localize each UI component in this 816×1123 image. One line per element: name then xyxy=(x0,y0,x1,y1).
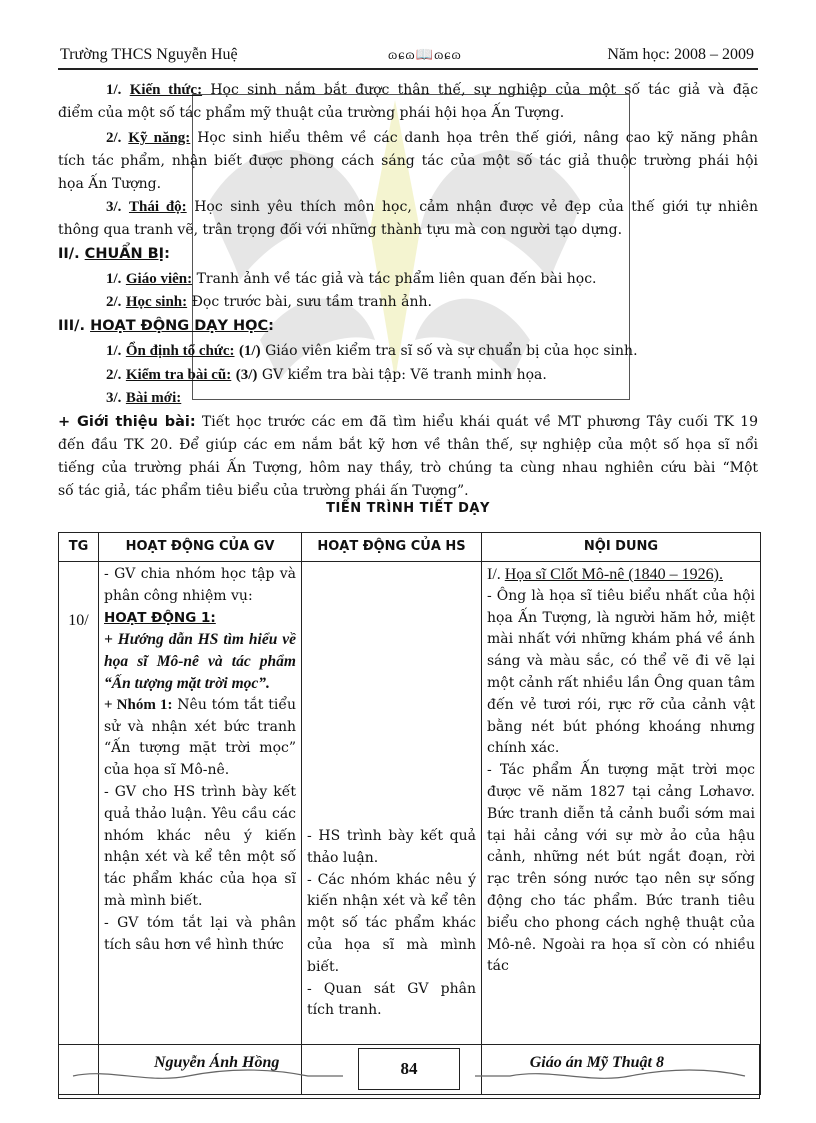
header-ornament: ɷɕɷ📖ɷɕɷ xyxy=(388,48,462,63)
hs-text-1: - HS trình bày kết quả thảo luận. xyxy=(307,828,476,866)
prep-heading-number: II/. xyxy=(58,246,80,262)
attitude-label: Thái độ: xyxy=(128,199,187,215)
intro-line-4: số tác giả, tác phẩm tiêu biểu của trường phái ấn Tượng”. xyxy=(58,483,469,499)
cell-tg: 10/ xyxy=(59,562,99,1095)
knowledge-label: Kiến thức: xyxy=(129,82,203,98)
skills-number: 2/. xyxy=(106,130,122,146)
hs-text-2: - Các nhóm khác nêu ý kiến nhận xét và kể tên một số tác phẩm khác của họa sĩ mà mình biết. xyxy=(307,871,476,975)
org-line xyxy=(58,341,758,361)
new-lesson-line xyxy=(58,388,758,408)
lesson-table xyxy=(58,532,761,1095)
attitude-line-1 xyxy=(58,197,758,217)
intro-line-2: đến đầu TK 20. Để giúp các em nắm bắt kỹ hơn về thân thế, sự nghiệp của một số họa sĩ nổi xyxy=(58,437,758,453)
new-lesson-number: 3/. xyxy=(106,390,122,406)
cell-nd xyxy=(482,562,761,1095)
attitude-number: 3/. xyxy=(106,199,122,215)
org-text: Giáo viên kiểm tra sĩ số và sự chuẩn bị của học sinh. xyxy=(265,343,638,359)
org-time: (1/) xyxy=(238,343,261,359)
org-label: Ổn định tổ chức: xyxy=(125,343,235,359)
knowledge-text-1: Học sinh nắm bắt được thân thế, sự nghiệp của một số tác giả và đặc xyxy=(210,82,759,98)
intro-line-3: tiếng của trường phái Ấn Tượng, hôm nay thầy, trò chúng ta cùng nhau nghiên cứu bài “Một xyxy=(58,460,758,476)
org-number: 1/. xyxy=(106,343,122,359)
nd-title-text: Họa sĩ Clốt Mô-nê (1840 – 1926). xyxy=(504,566,723,583)
prep-teacher-label: Giáo viên: xyxy=(125,271,193,287)
gv-text-3: + Hướng dẫn HS tìm hiểu về họa sĩ Mô-nê và tác phẩm “Ấn tượng mặt trời mọc”. xyxy=(104,631,296,692)
prep-student-text: Đọc trước bài, sưu tầm tranh ảnh. xyxy=(191,294,432,310)
school-year: Năm học: 2008 – 2009 xyxy=(607,46,754,63)
prep-heading-text: CHUẨN BỊ xyxy=(84,246,165,262)
header-nd: NỘI DUNG xyxy=(482,533,761,562)
hs-spacer xyxy=(307,564,476,826)
page-footer xyxy=(58,1042,760,1102)
intro-line-1 xyxy=(58,412,758,432)
attitude-text-1: Học sinh yêu thích môn học, cảm nhận được vẻ đẹp của thế giới tự nhiên xyxy=(194,199,758,215)
prep-heading xyxy=(58,244,758,264)
school-name: Trường THCS Nguyễn Huệ xyxy=(60,46,238,63)
prep-teacher xyxy=(58,269,758,289)
check-time: (3/) xyxy=(235,367,258,383)
header-gv: HOẠT ĐỘNG CỦA GV xyxy=(99,533,302,562)
nd-paragraph-2: - Tác phẩm Ấn tượng mặt trời mọc được vẽ năm 1827 tại cảng Lơhavơ. Bức tranh diễn tả cảnh buổi sớm mai tại hải cảng với sự mờ ảo của hậu cảnh, những nét bút ngắt đoạn, rời rạc trên sóng nước tạo nên sự sống động cho tác phẩm. Bức tranh tiêu biểu cho phong cách nghệ thuật của Mô-nê. Ngoài ra họa sĩ còn có nhiều tác xyxy=(487,762,755,975)
skills-line-3: họa Ấn Tượng. xyxy=(58,176,162,192)
gv-group-1 xyxy=(104,695,296,782)
activities-heading-text: HOẠT ĐỘNG DẠY HỌC xyxy=(90,318,269,334)
gv-text-1: - GV chia nhóm học tập và phân công nhiệm vụ: xyxy=(104,566,296,604)
cell-hs xyxy=(302,562,482,1095)
cell-gv xyxy=(99,562,302,1095)
knowledge-line-2: điểm của một số tác phẩm mỹ thuật của trường phái hội họa Ấn Tượng. xyxy=(58,105,565,121)
header-hs: HOẠT ĐỘNG CỦA HS xyxy=(302,533,482,562)
check-line xyxy=(58,365,758,385)
skills-text-1: Học sinh hiểu thêm về các danh họa trên thế giới, nâng cao kỹ năng phân xyxy=(197,130,759,146)
intro-text-1: Tiết học trước các em đã tìm hiểu khái quát về MT phương Tây cuối TK 19 xyxy=(201,414,758,430)
check-text: GV kiểm tra bài tập: Vẽ tranh minh họa. xyxy=(261,367,547,383)
new-lesson-label: Bài mới: xyxy=(125,390,182,406)
nd-title-number: I/. xyxy=(487,566,501,583)
footer-top-rule xyxy=(58,1044,760,1045)
intro-label: + Giới thiệu bài: xyxy=(58,414,196,430)
table-title: TIẾN TRÌNH TIẾT DẠY xyxy=(326,501,490,516)
skills-label: Kỹ năng: xyxy=(128,130,191,146)
gv-text-6: - GV tóm tắt lại và phân tích sâu hơn về hình thức xyxy=(104,914,296,953)
check-label: Kiểm tra bài cũ: xyxy=(125,367,232,383)
prep-student-number: 2/. xyxy=(106,294,122,310)
prep-teacher-text: Tranh ảnh về tác giả và tác phẩm liên quan đến bài học. xyxy=(196,271,597,287)
table-row xyxy=(59,562,761,1095)
footer-left-rule xyxy=(58,1044,59,1099)
knowledge-line-1 xyxy=(58,80,758,100)
page-number: 84 xyxy=(358,1048,460,1090)
activities-heading-colon: : xyxy=(268,318,274,334)
gv-group-1-text: Nêu tóm tắt tiểu sử và nhận xét bức tranh “Ấn tượng mặt trời mọc” của họa sĩ Mô-nê. xyxy=(104,696,296,779)
footer-bottom-rule xyxy=(58,1098,760,1099)
activities-heading-number: III/. xyxy=(58,318,85,334)
gv-activity-heading: HOẠT ĐỘNG 1: xyxy=(104,609,216,626)
gv-text-5: - GV cho HS trình bày kết quả thảo luận. Yêu cầu các nhóm khác nêu ý kiến nhận xét và kể tên một số tác phẩm khác của họa sĩ mà mình biết. xyxy=(104,783,296,909)
gv-group-1-label: + Nhóm 1: xyxy=(104,696,173,713)
skills-line-1 xyxy=(58,128,758,148)
prep-student-label: Học sinh: xyxy=(125,294,188,310)
check-number: 2/. xyxy=(106,367,122,383)
footer-right-rule xyxy=(759,1044,760,1099)
prep-teacher-number: 1/. xyxy=(106,271,122,287)
skills-line-2: tích tác phẩm, nhận biết được phong cách sáng tác của một số tác giả thuộc trường phái hội xyxy=(58,153,758,169)
prep-student xyxy=(58,292,758,312)
prep-heading-colon: : xyxy=(164,246,170,262)
header-tg: TG xyxy=(59,533,99,562)
hs-text-3: - Quan sát GV phân tích tranh. xyxy=(307,980,476,1019)
page-header xyxy=(58,44,758,70)
knowledge-number: 1/. xyxy=(106,82,122,98)
footer-subject: Giáo án Mỹ Thuật 8 xyxy=(529,1054,664,1071)
nd-title xyxy=(487,564,755,586)
table-header-row xyxy=(59,533,761,562)
nd-paragraph-1: - Ông là họa sĩ tiêu biểu nhất của hội họa Ấn Tượng, là người hăm hở, miệt mài nhất với những khám phá về ánh sáng và màu sắc, có thể vẽ đi vẽ lại một cảnh rất nhiều lần Ông quan tâm đến vẻ tươi rói, rực rỡ của cảnh vật bằng nét bút phóng khoáng nhưng chính xác. xyxy=(487,587,755,757)
activities-heading xyxy=(58,316,758,336)
attitude-line-2: thông qua tranh vẽ, trân trọng đối với những thành tựu mà con người tạo dựng. xyxy=(58,222,623,238)
footer-author: Nguyễn Ánh Hồng xyxy=(154,1054,280,1071)
